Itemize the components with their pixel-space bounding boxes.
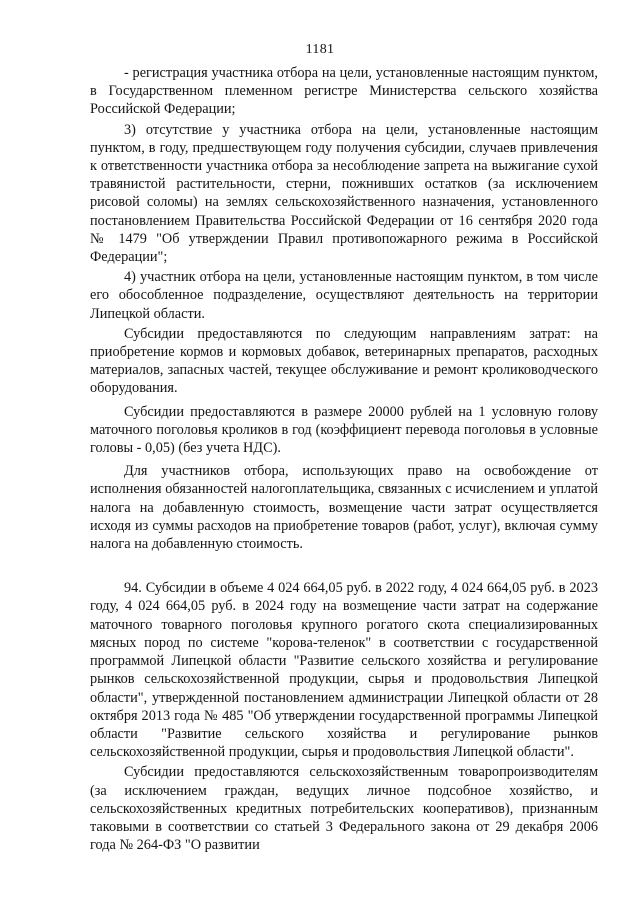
paragraph-item-3: 3) отсутствие у участника отбора на цели, установленные настоящим пунктом, в году, предшествующем году получения субсидии, случаев привлечения к ответственности участника отбора за несоблюдение запрета на выжигание сухой травянистой растительности, стерни, пожнивших остатков (за исключением рисовой соломы) на землях сельскохозяйственного назначения, установленного постановлением Правительства Российской Федерации от 16 сентября 2020 года № 1479 "Об утверждении Правил противопожарного режима в Российской Федерации"; xyxy=(90,121,598,266)
paragraph-item-4: 4) участник отбора на цели, установленные настоящим пунктом, в том числе его обособленное подразделение, осуществляют деятельность на территории Липецкой области. xyxy=(90,269,598,322)
paragraph-item-94: 94. Субсидии в объеме 4 024 664,05 руб. в 2022 году, 4 024 664,05 руб. в 2023 году, 4 024 664,05 руб. в 2024 году на возмещение части затрат на содержание маточного товарного поголовья крупного рогатого скота специализированных мясных пород по системе "корова-теленок" в соответствии с государственной программой Липецкой области "Развитие сельского хозяйства и регулирование рынков сельскохозяйственной продукции, сырья и продовольствия Липецкой области", утвержденной постановлением администрации Липецкой области от 28 октября 2013 года № 485 "Об утверждении государственной программы Липецкой области "Развитие сельского хозяйства и регулирование рынков сельскохозяйственной продукции, сырья и продовольствия Липецкой области". xyxy=(90,580,598,761)
paragraph-recipients: Субсидии предоставляются сельскохозяйственным товаропроизводителям (за исключением граждан, ведущих личное подсобное хозяйство, и сельскохозяйственных кредитных потребительских кооперативов), признанным таковыми в соответствии со статьей 3 Федерального закона от 29 декабря 2006 года № 264-ФЗ "О развитии xyxy=(90,764,598,854)
paragraph-registration: - регистрация участника отбора на цели, установленные настоящим пунктом, в Государственном племенном регистре Министерства сельского хозяйства Российской Федерации; xyxy=(90,65,598,118)
page-number: 1181 xyxy=(305,42,335,57)
paragraph-vat-exempt: Для участников отбора, использующих право на освобождение от исполнения обязанностей налогоплательщика, связанных с исчислением и уплатой налога на добавленную стоимость, возмещение части затрат осуществляется исходя из суммы расходов на приобретение товаров (работ, услуг), включая сумму налога на добавленную стоимость. xyxy=(90,463,598,553)
paragraph-amount: Субсидии предоставляются в размере 20000 рублей на 1 условную голову маточного поголовья кроликов в год (коэффициент перевода поголовья в условные головы - 0,05) (без учета НДС). xyxy=(90,403,598,457)
paragraph-directions: Субсидии предоставляются по следующим направлениям затрат: на приобретение кормов и кормовых добавок, ветеринарных препаратов, расходных материалов, запасных частей, текущее обслуживание и ремонт кролиководческого оборудования. xyxy=(90,325,598,397)
document-body xyxy=(90,64,598,854)
